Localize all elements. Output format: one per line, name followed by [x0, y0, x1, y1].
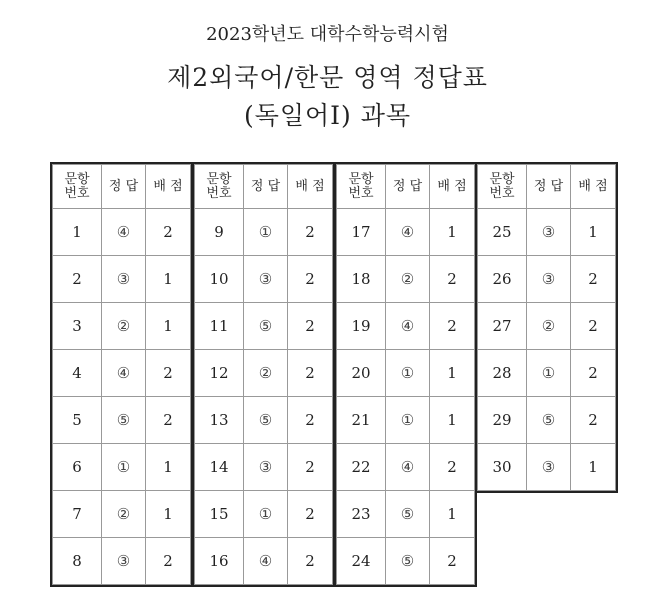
table-row — [478, 397, 616, 444]
question-number: 15 — [195, 491, 244, 538]
question-number: 23 — [337, 491, 386, 538]
table-row — [337, 444, 475, 491]
points-value: 2 — [571, 397, 616, 444]
column-header-number-line2: 번호 — [348, 185, 374, 201]
table-row — [195, 538, 333, 585]
points-value: 2 — [430, 303, 475, 350]
points-value: 2 — [146, 397, 191, 444]
correct-answer: ③ — [527, 444, 571, 491]
correct-answer: ④ — [102, 209, 146, 256]
header-row — [53, 165, 191, 209]
table-row — [195, 209, 333, 256]
question-number: 4 — [53, 350, 102, 397]
question-number: 3 — [53, 303, 102, 350]
question-number: 9 — [195, 209, 244, 256]
column-header-number-line2: 번호 — [64, 185, 90, 201]
correct-answer: ② — [102, 491, 146, 538]
points-value: 2 — [288, 538, 333, 585]
correct-answer: ③ — [527, 256, 571, 303]
column-header-number-line1: 문항 — [64, 171, 90, 187]
points-value: 2 — [288, 350, 333, 397]
correct-answer: ⑤ — [244, 303, 288, 350]
correct-answer: ④ — [386, 444, 430, 491]
points-value: 2 — [571, 350, 616, 397]
correct-answer: ⑤ — [527, 397, 571, 444]
table-row — [478, 350, 616, 397]
question-number: 1 — [53, 209, 102, 256]
correct-answer: ③ — [102, 538, 146, 585]
points-value: 1 — [430, 491, 475, 538]
correct-answer: ③ — [527, 209, 571, 256]
points-value: 2 — [288, 444, 333, 491]
correct-answer: ① — [102, 444, 146, 491]
column-header-answer: 정 답 — [386, 165, 430, 209]
answer-group-3 — [334, 162, 477, 587]
page-title: 제2외국어/한문 영역 정답표 — [167, 63, 488, 92]
correct-answer: ④ — [244, 538, 288, 585]
column-header-points: 배 점 — [146, 165, 191, 209]
question-number: 12 — [195, 350, 244, 397]
column-header-points: 배 점 — [571, 165, 616, 209]
table-row — [337, 538, 475, 585]
column-header-number — [53, 165, 102, 209]
table-row — [53, 491, 191, 538]
points-value: 2 — [146, 538, 191, 585]
points-value: 1 — [146, 491, 191, 538]
correct-answer: ④ — [102, 350, 146, 397]
correct-answer: ① — [527, 350, 571, 397]
question-number: 10 — [195, 256, 244, 303]
question-number: 2 — [53, 256, 102, 303]
table-row — [337, 256, 475, 303]
question-number: 29 — [478, 397, 527, 444]
points-value: 1 — [571, 444, 616, 491]
points-value: 2 — [430, 444, 475, 491]
table-row — [53, 444, 191, 491]
correct-answer: ① — [244, 491, 288, 538]
table-row — [53, 303, 191, 350]
points-value: 2 — [288, 209, 333, 256]
correct-answer: ③ — [244, 444, 288, 491]
column-header-number-line1: 문항 — [206, 171, 232, 187]
question-number: 8 — [53, 538, 102, 585]
correct-answer: ④ — [386, 209, 430, 256]
points-value: 1 — [146, 444, 191, 491]
question-number: 24 — [337, 538, 386, 585]
header-row — [478, 165, 616, 209]
column-header-points: 배 점 — [430, 165, 475, 209]
correct-answer: ① — [386, 397, 430, 444]
points-value: 1 — [146, 256, 191, 303]
table-row — [195, 397, 333, 444]
table-row — [53, 350, 191, 397]
question-number: 20 — [337, 350, 386, 397]
correct-answer: ③ — [244, 256, 288, 303]
answer-group-1 — [50, 162, 193, 587]
column-header-number-line2: 번호 — [489, 185, 515, 201]
points-value: 1 — [430, 350, 475, 397]
table-row — [195, 491, 333, 538]
question-number: 19 — [337, 303, 386, 350]
question-number: 22 — [337, 444, 386, 491]
question-number: 6 — [53, 444, 102, 491]
points-value: 1 — [430, 209, 475, 256]
correct-answer: ⑤ — [386, 491, 430, 538]
correct-answer: ① — [244, 209, 288, 256]
question-number: 5 — [53, 397, 102, 444]
table-row — [337, 350, 475, 397]
table-row — [337, 397, 475, 444]
points-value: 2 — [430, 538, 475, 585]
question-number: 21 — [337, 397, 386, 444]
table-row — [478, 303, 616, 350]
points-value: 2 — [571, 303, 616, 350]
column-header-number — [478, 165, 527, 209]
points-value: 2 — [146, 350, 191, 397]
points-value: 2 — [146, 209, 191, 256]
correct-answer: ① — [386, 350, 430, 397]
correct-answer: ② — [527, 303, 571, 350]
table-row — [53, 256, 191, 303]
table-row — [195, 303, 333, 350]
answer-group-2 — [192, 162, 335, 587]
table-row — [478, 256, 616, 303]
correct-answer: ② — [102, 303, 146, 350]
table-row — [337, 491, 475, 538]
correct-answer: ② — [244, 350, 288, 397]
question-number: 25 — [478, 209, 527, 256]
column-header-answer: 정 답 — [527, 165, 571, 209]
column-header-number-line1: 문항 — [348, 171, 374, 187]
table-row — [53, 538, 191, 585]
question-number: 16 — [195, 538, 244, 585]
correct-answer: ② — [386, 256, 430, 303]
table-row — [337, 303, 475, 350]
question-number: 28 — [478, 350, 527, 397]
column-header-number-line2: 번호 — [206, 185, 232, 201]
table-row — [337, 209, 475, 256]
question-number: 30 — [478, 444, 527, 491]
correct-answer: ⑤ — [102, 397, 146, 444]
points-value: 2 — [288, 256, 333, 303]
points-value: 2 — [430, 256, 475, 303]
subject-title: (독일어Ⅰ) 과목 — [243, 101, 412, 130]
points-value: 2 — [288, 491, 333, 538]
points-value: 2 — [288, 303, 333, 350]
question-number: 13 — [195, 397, 244, 444]
question-number: 17 — [337, 209, 386, 256]
correct-answer: ⑤ — [244, 397, 288, 444]
table-row — [195, 444, 333, 491]
table-row — [53, 397, 191, 444]
column-header-number-line1: 문항 — [489, 171, 515, 187]
correct-answer: ④ — [386, 303, 430, 350]
column-header-answer: 정 답 — [102, 165, 146, 209]
table-row — [478, 444, 616, 491]
header-row — [337, 165, 475, 209]
column-header-number — [337, 165, 386, 209]
question-number: 27 — [478, 303, 527, 350]
points-value: 2 — [288, 397, 333, 444]
points-value: 2 — [571, 256, 616, 303]
column-header-answer: 정 답 — [244, 165, 288, 209]
question-number: 11 — [195, 303, 244, 350]
points-value: 1 — [430, 397, 475, 444]
column-header-number — [195, 165, 244, 209]
header-row — [195, 165, 333, 209]
table-row — [53, 209, 191, 256]
question-number: 26 — [478, 256, 527, 303]
column-header-points: 배 점 — [288, 165, 333, 209]
table-row — [478, 209, 616, 256]
correct-answer: ⑤ — [386, 538, 430, 585]
points-value: 1 — [146, 303, 191, 350]
question-number: 7 — [53, 491, 102, 538]
points-value: 1 — [571, 209, 616, 256]
table-row — [195, 256, 333, 303]
correct-answer: ③ — [102, 256, 146, 303]
exam-year-heading: 2023학년도 대학수학능력시험 — [206, 24, 449, 45]
answer-group-4 — [475, 162, 618, 493]
table-row — [195, 350, 333, 397]
question-number: 14 — [195, 444, 244, 491]
question-number: 18 — [337, 256, 386, 303]
